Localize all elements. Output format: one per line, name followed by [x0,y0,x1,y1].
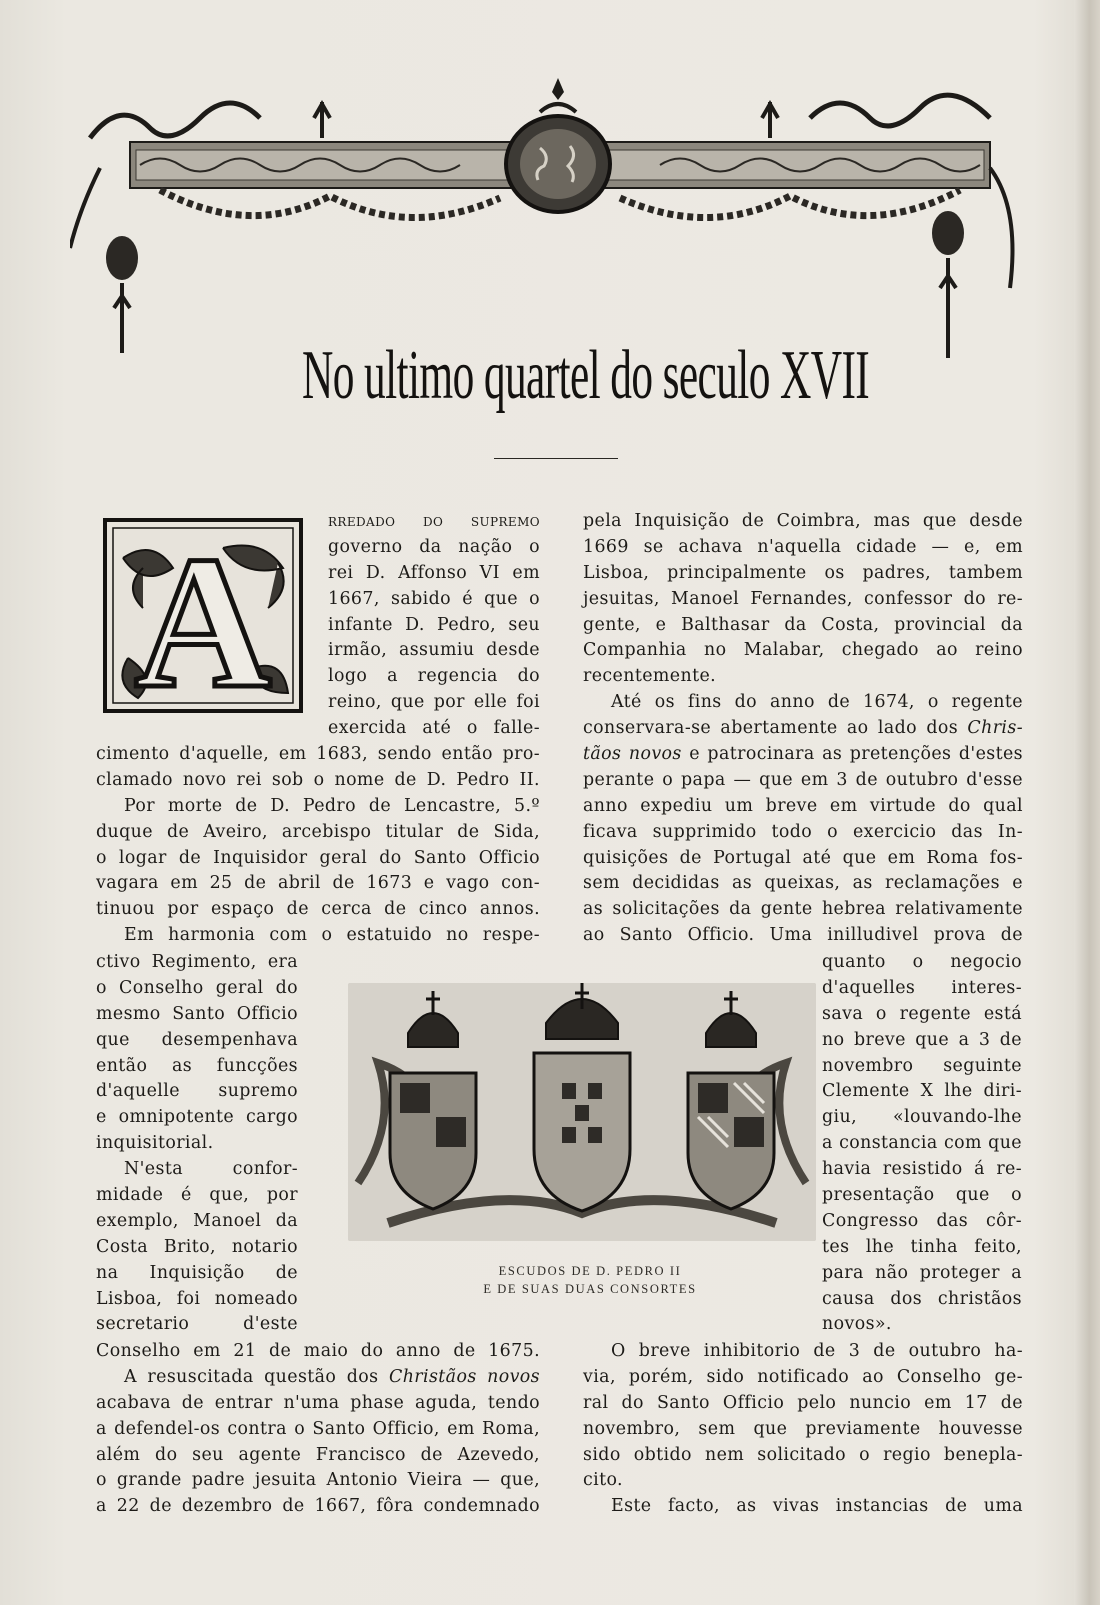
text-line: Até os fins do anno de 1674, o regente [611,692,1023,713]
text-line: causa dos christãos [822,1288,1022,1309]
text-line: reino, que por elle foi [328,692,540,713]
right-column-narrow [822,950,1022,1338]
text-line: ficava supprimido todo o exercicio das In- [583,821,1023,842]
text-line: perante o papa — que em 3 de outubro d'esse [583,769,1023,790]
header-ornament [70,78,1050,378]
text-line: no breve que a 3 de [822,1029,1022,1050]
text-line: novembro, sem que previamente houvesse [583,1418,1023,1439]
text-line: quisições de Portugal até que em Roma fos- [583,847,1023,868]
text-line: a 22 de dezembro de 1667, fôra condemnado [96,1496,540,1517]
right-column-top [583,509,1023,949]
left-column-bottom [96,1339,540,1520]
text-line: que desempenhava [96,1029,298,1050]
text-line: recentemente. [583,666,717,687]
text-line: Clemente X lhe diri- [822,1081,1022,1102]
text-line: o grande padre jesuita Antonio Vieira — que, [96,1470,540,1491]
text-line: as solicitações da gente hebrea relativamente [583,899,1023,920]
text-line: sem decididas as queixas, as reclamações e [583,873,1023,894]
text-line: além do seu agente Francisco de Azevedo, [96,1444,540,1465]
text-line: sido obtido nem solicitado o regio benepla- [583,1444,1023,1465]
left-column-middle [96,742,540,949]
text-line: Congresso das côr- [822,1210,1022,1231]
text-line: giu, «louvando-lhe [822,1107,1022,1128]
text-line [583,716,1023,742]
text-line: havia resistido á re- [822,1159,1022,1180]
text-line: a constancia com que [822,1133,1022,1154]
text-line: a defendel-os contra o Santo Officio, em Roma, [96,1418,540,1439]
text-line: tinuou por espaço de cerca de cinco annos. [96,899,540,920]
text-line: tes lhe tinha feito, [822,1236,1022,1257]
text-line: Conselho em 21 de maio do anno de 1675. [96,1341,540,1361]
text-line: sava o regente está [822,1003,1022,1024]
page-title: No ultimo quartel do seculo XVII [302,337,870,414]
text-line: o Conselho geral do [96,977,298,998]
text-line: rredado do supremo [328,511,540,531]
text-line: jesuitas, Manoel Fernandes, confessor do re- [583,588,1023,609]
text-line: duque de Aveiro, arcebispo titular de Sida, [96,821,540,842]
text-line: pela Inquisição de Coimbra, mas que desde [583,511,1023,531]
text-line: Em harmonia com o estatuido no respe- [124,925,540,946]
dropcap-letter: A [134,518,272,713]
text-line [583,742,1023,768]
text-line: 1669 se achava n'aquella cidade — e, em [583,536,1023,557]
text-line: ctivo Regimento, era [96,952,298,972]
caption-line: ESCUDOS DE D. PEDRO II [498,1264,682,1278]
text-line: infante D. Pedro, seu [328,614,540,635]
text-line: logo a regencia do [328,666,540,687]
text-line: vagara em 25 de abril de 1673 e vago con- [96,873,540,894]
text-line: presentação que o [822,1185,1022,1206]
page-spine-shadow [1074,0,1100,1605]
text-line: na Inquisição de [96,1262,298,1283]
italic-fragment: Chris- [967,718,1023,739]
text-line: secretario d'este [96,1314,298,1335]
left-column-narrow [96,950,298,1338]
text-line: exemplo, Manoel da [96,1210,298,1231]
caption-line: E DE SUAS DUAS CONSORTES [483,1282,697,1296]
text-line: exercida até o falle- [328,718,540,739]
text-line: quanto o negocio [822,952,1022,972]
text-line: ao Santo Officio. Uma inilludivel prova de [583,925,1023,946]
text-line: Costa Brito, notario [96,1236,298,1257]
figure-caption [390,1262,790,1298]
text-line: clamado novo rei sob o nome de D. Pedro II. [96,769,540,790]
text-fragment: A resuscitada questão dos [124,1366,379,1387]
text-line: inquisitorial. [96,1133,214,1154]
text-line: d'aquelles interes- [822,977,1022,998]
text-line: e omnipotente cargo [96,1107,298,1128]
text-line: para não proteger a [822,1262,1022,1283]
text-line: d'aquelle supremo [96,1081,298,1102]
text-line: via, porém, sido notificado ao Conselho ge- [583,1366,1023,1387]
text-line: governo da nação o [328,536,540,557]
coats-of-arms-illustration [348,983,816,1241]
text-line: gente, e Balthasar da Costa, provincial da [583,614,1023,635]
text-line: então as funcções [96,1055,298,1076]
text-line: Lisboa, foi nomeado [96,1288,298,1309]
text-line: anno expediu um breve em virtude do qual [583,795,1023,816]
text-line: midade é que, por [96,1185,298,1206]
text-line: O breve inhibitorio de 3 de outubro ha- [611,1341,1023,1361]
text-fragment: e patrocinara as pretenções d'estes [689,744,1023,765]
text-line: irmão, assumiu desde [328,640,540,661]
italic-fragment: tãos novos [583,744,682,765]
text-line: cito. [583,1470,623,1491]
right-column-bottom [583,1339,1023,1520]
text-line: Este facto, as vivas instancias de uma [611,1496,1023,1517]
left-column-top [328,509,540,742]
text-line: rei D. Affonso VI em [328,562,540,583]
text-line: cimento d'aquelle, em 1683, sendo então pro- [96,744,540,764]
text-fragment: conservara-se abertamente ao lado dos [583,718,959,739]
text-line: Companhia no Malabar, chegado ao reino [583,640,1023,661]
text-line: o logar de Inquisidor geral do Santo Officio [96,847,540,868]
text-line: mesmo Santo Officio [96,1003,298,1024]
text-line: Lisboa, principalmente os padres, tambem [583,562,1023,583]
text-line: acabava de entrar n'uma phase aguda, tendo [96,1392,540,1413]
text-line: 1667, sabido é que o [328,588,540,609]
text-line: N'esta confor- [124,1159,298,1180]
text-line: Por morte de D. Pedro de Lencastre, 5.º [124,795,540,816]
italic-fragment: Christãos novos [388,1366,541,1387]
dropcap-ornament [103,518,303,713]
text-line: novos». [822,1314,892,1335]
text-line: novembro seguinte [822,1055,1022,1076]
text-line [96,1365,540,1391]
title-rule [494,458,618,459]
text-line: ral do Santo Officio pelo nuncio em 17 de [583,1392,1023,1413]
